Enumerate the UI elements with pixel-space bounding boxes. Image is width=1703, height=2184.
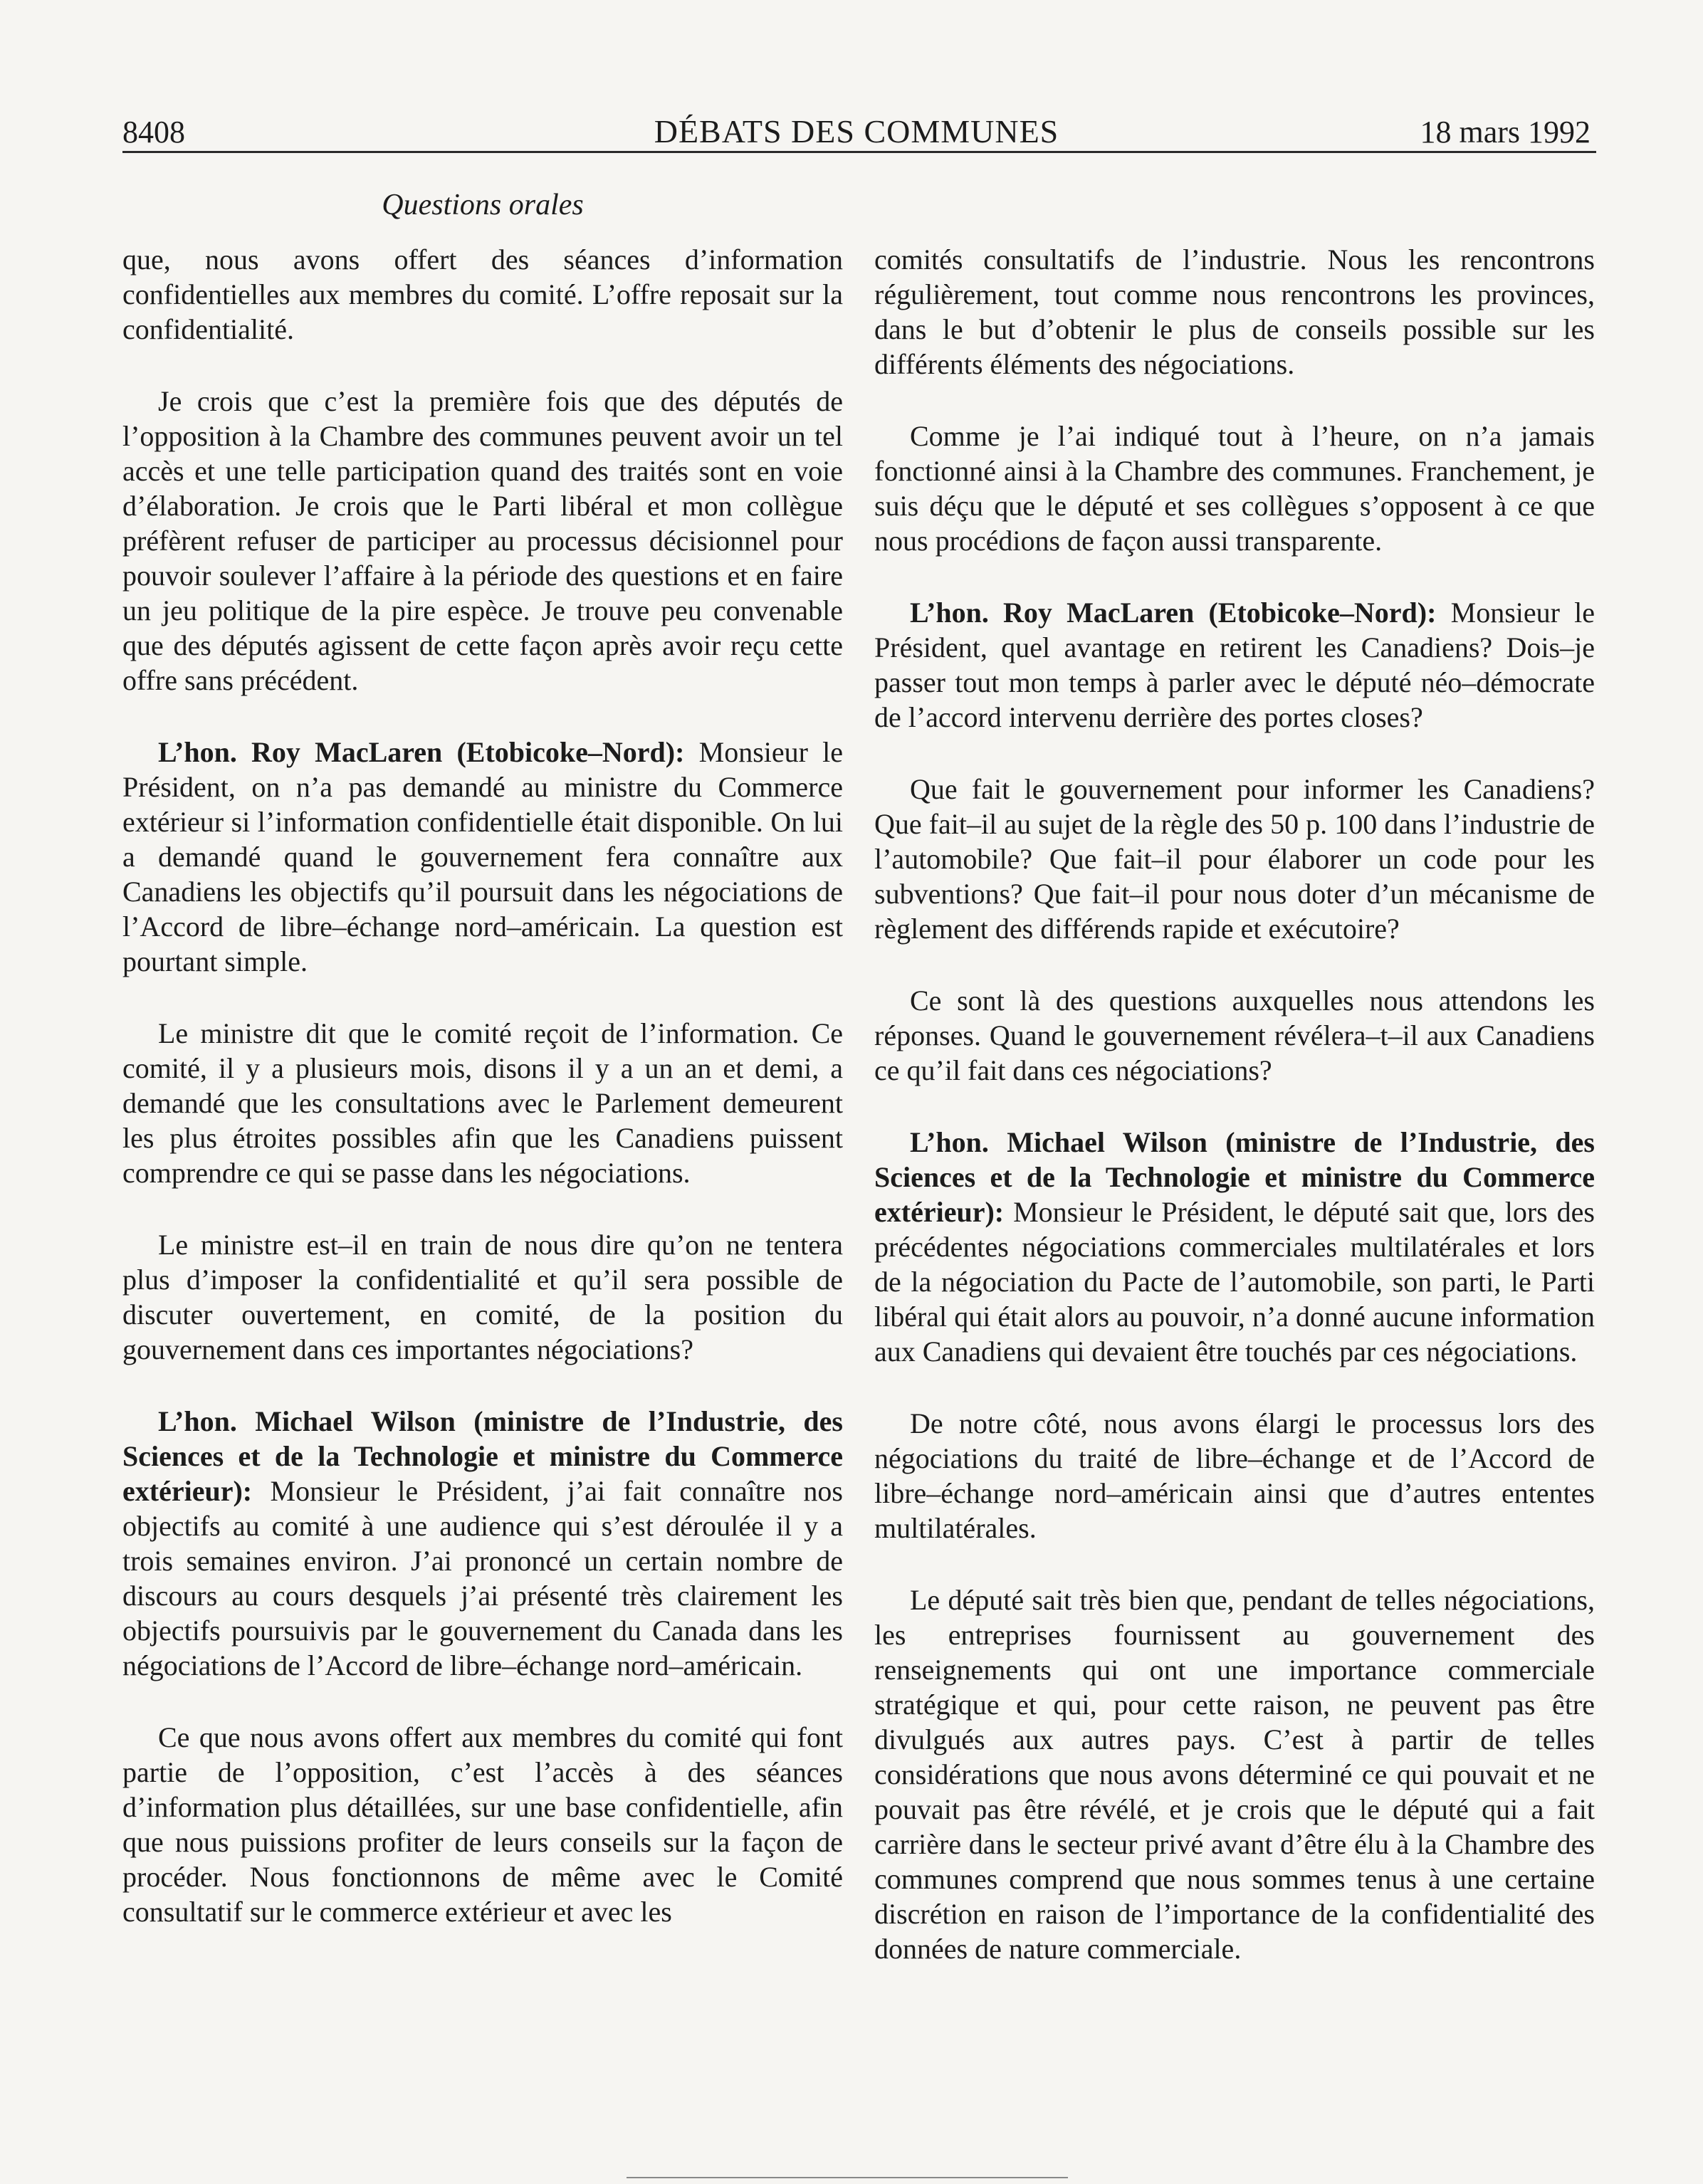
page-number: 8408	[122, 115, 185, 149]
speech-text: Monsieur le Président, quel avantage en retirent les Canadiens? Dois–je passer tout mon temps à parler avec le député néo–démocrate de l’accord intervenu derrière des portes closes?	[874, 597, 1595, 733]
paragraph: Ce sont là des questions auxquelles nous attendons les réponses. Quand le gouvernement révélera–t–il aux Canadiens ce qu’il fait dans ces négociations?	[874, 985, 1595, 1086]
section-title: Questions orales	[382, 189, 584, 221]
speech-text: Monsieur le Président, on n’a pas demandé au ministre du Commerce extérieur si l’information confidentielle était disponible. On lui a demandé quand le gouvernement fera connaître aux Canadiens les objectifs qu’il poursuit dans les négociations de l’Accord de libre–échange nord–américain. La question est pourtant simple.	[122, 736, 844, 977]
publication-title: DÉBATS DES COMMUNES	[654, 113, 1059, 149]
speaker-name: L’hon. Michael Wilson (ministre de l’Industrie, des Sciences et de la Technologie et ministre du Commerce extérieur):	[874, 1126, 1595, 1228]
paragraph	[122, 1404, 843, 1683]
scan-edge-line	[627, 2177, 1068, 2178]
left-column	[122, 242, 843, 1966]
paragraph: Ce que nous avons offert aux membres du comité qui font partie de l’opposition, c’est l’accès à des séances d’information plus détaillées, sur une base confidentielle, afin que nous puissions profiter de leurs conseils sur la façon de procéder. Nous fonctionnons de même avec le Comité consultatif sur le commerce extérieur et avec les	[122, 1721, 843, 1928]
paragraph: Le ministre est–il en train de nous dire qu’on ne tentera plus d’imposer la confidentialité et qu’il sera possible de discuter ouvertement, en comité, de la position du gouvernement dans ces importantes négociations?	[122, 1229, 843, 1365]
paragraph: Le ministre dit que le comité reçoit de l’information. Ce comité, il y a plusieurs mois, disons il y a un an et demi, a demandé que les consultations avec le Parlement demeurent les plus étroites possibles afin que les Canadiens puissent comprendre ce qui se passe dans les négociations.	[122, 1017, 843, 1189]
paragraph	[122, 735, 843, 979]
speaker-name: L’hon. Michael Wilson (ministre de l’Industrie, des Sciences et de la Technologie et ministre du Commerce extérieur):	[122, 1405, 843, 1507]
paragraph	[874, 1125, 1595, 1369]
speech-text: Monsieur le Président, j’ai fait connaître nos objectifs au comité à une audience qui s’est déroulée il y a trois semaines environ. J’ai prononcé un certain nombre de discours au cours desquels j’ai présenté très clairement les objectifs poursuivis par le gouvernement du Canada dans les négociations de l’Accord de libre–échange nord–américain.	[122, 1475, 843, 1681]
publication-date: 18 mars 1992	[1420, 115, 1591, 149]
paragraph: que, nous avons offert des séances d’information confidentielles aux membres du comité. L’offre reposait sur la confidentialité.	[122, 243, 843, 345]
paragraph: De notre côté, nous avons élargi le processus lors des négociations du traité de libre–échange et de l’Accord de libre–échange nord–américain ainsi que d’autres ententes multilatérales.	[874, 1407, 1595, 1544]
speaker-name: L’hon. Roy MacLaren (Etobicoke–Nord):	[158, 736, 685, 768]
paragraph: Je crois que c’est la première fois que des députés de l’opposition à la Chambre des communes peuvent avoir un tel accès et une telle participation quand des traités sont en voie d’élaboration. Je crois que le Parti libéral et mon collègue préfèrent refuser de participer au processus décisionnel pour pouvoir soulever l’affaire à la période des questions et en faire un jeu politique de la pire espèce. Je trouve peu convenable que des députés agissent de cette façon après avoir reçu cette offre sans précédent.	[122, 385, 843, 696]
paragraph: comités consultatifs de l’industrie. Nous les rencontrons régulièrement, tout comme nous rencontrons les provinces, dans le but d’obtenir le plus de conseils possible sur les différents éléments des négociations.	[874, 243, 1595, 380]
paragraph	[874, 595, 1595, 735]
right-column	[874, 242, 1595, 2003]
paragraph: Le député sait très bien que, pendant de telles négociations, les entreprises fournissent au gouvernement des renseignements qui ont une importance commerciale stratégique et qui, pour cette raison, ne peuvent pas être divulgués aux autres pays. C’est à partir de telles considérations que nous avons déterminé ce qui pouvait et ne pouvait pas être révélé, et je crois que le député qui a fait carrière dans le secteur privé avant d’être élu à la Chambre des communes comprend que nous sommes tenus à une certaine discrétion en raison de l’importance de la confidentialité des données de nature commerciale.	[874, 1584, 1595, 1965]
speaker-name: L’hon. Roy MacLaren (Etobicoke–Nord):	[910, 597, 1437, 629]
paragraph: Que fait le gouvernement pour informer les Canadiens? Que fait–il au sujet de la règle des 50 p. 100 dans l’industrie de l’automobile? Que fait–il pour élaborer un code pour les subventions? Que fait–il pour nous doter d’un mécanisme de règlement des différends rapide et exécutoire?	[874, 773, 1595, 945]
paragraph: Comme je l’ai indiqué tout à l’heure, on n’a jamais fonctionné ainsi à la Chambre des communes. Franchement, je suis déçu que le député et ses collègues s’opposent à ce que nous procédions de façon aussi transparente.	[874, 420, 1595, 557]
speech-text: Monsieur le Président, le député sait que, lors des précédentes négociations commerciales multilatérales et lors de la négociation du Pacte de l’automobile, son parti, le Parti libéral qui était alors au pouvoir, n’a donné aucune information aux Canadiens qui devaient être touchés par ces négociations.	[874, 1196, 1595, 1367]
header-rule	[122, 151, 1596, 153]
